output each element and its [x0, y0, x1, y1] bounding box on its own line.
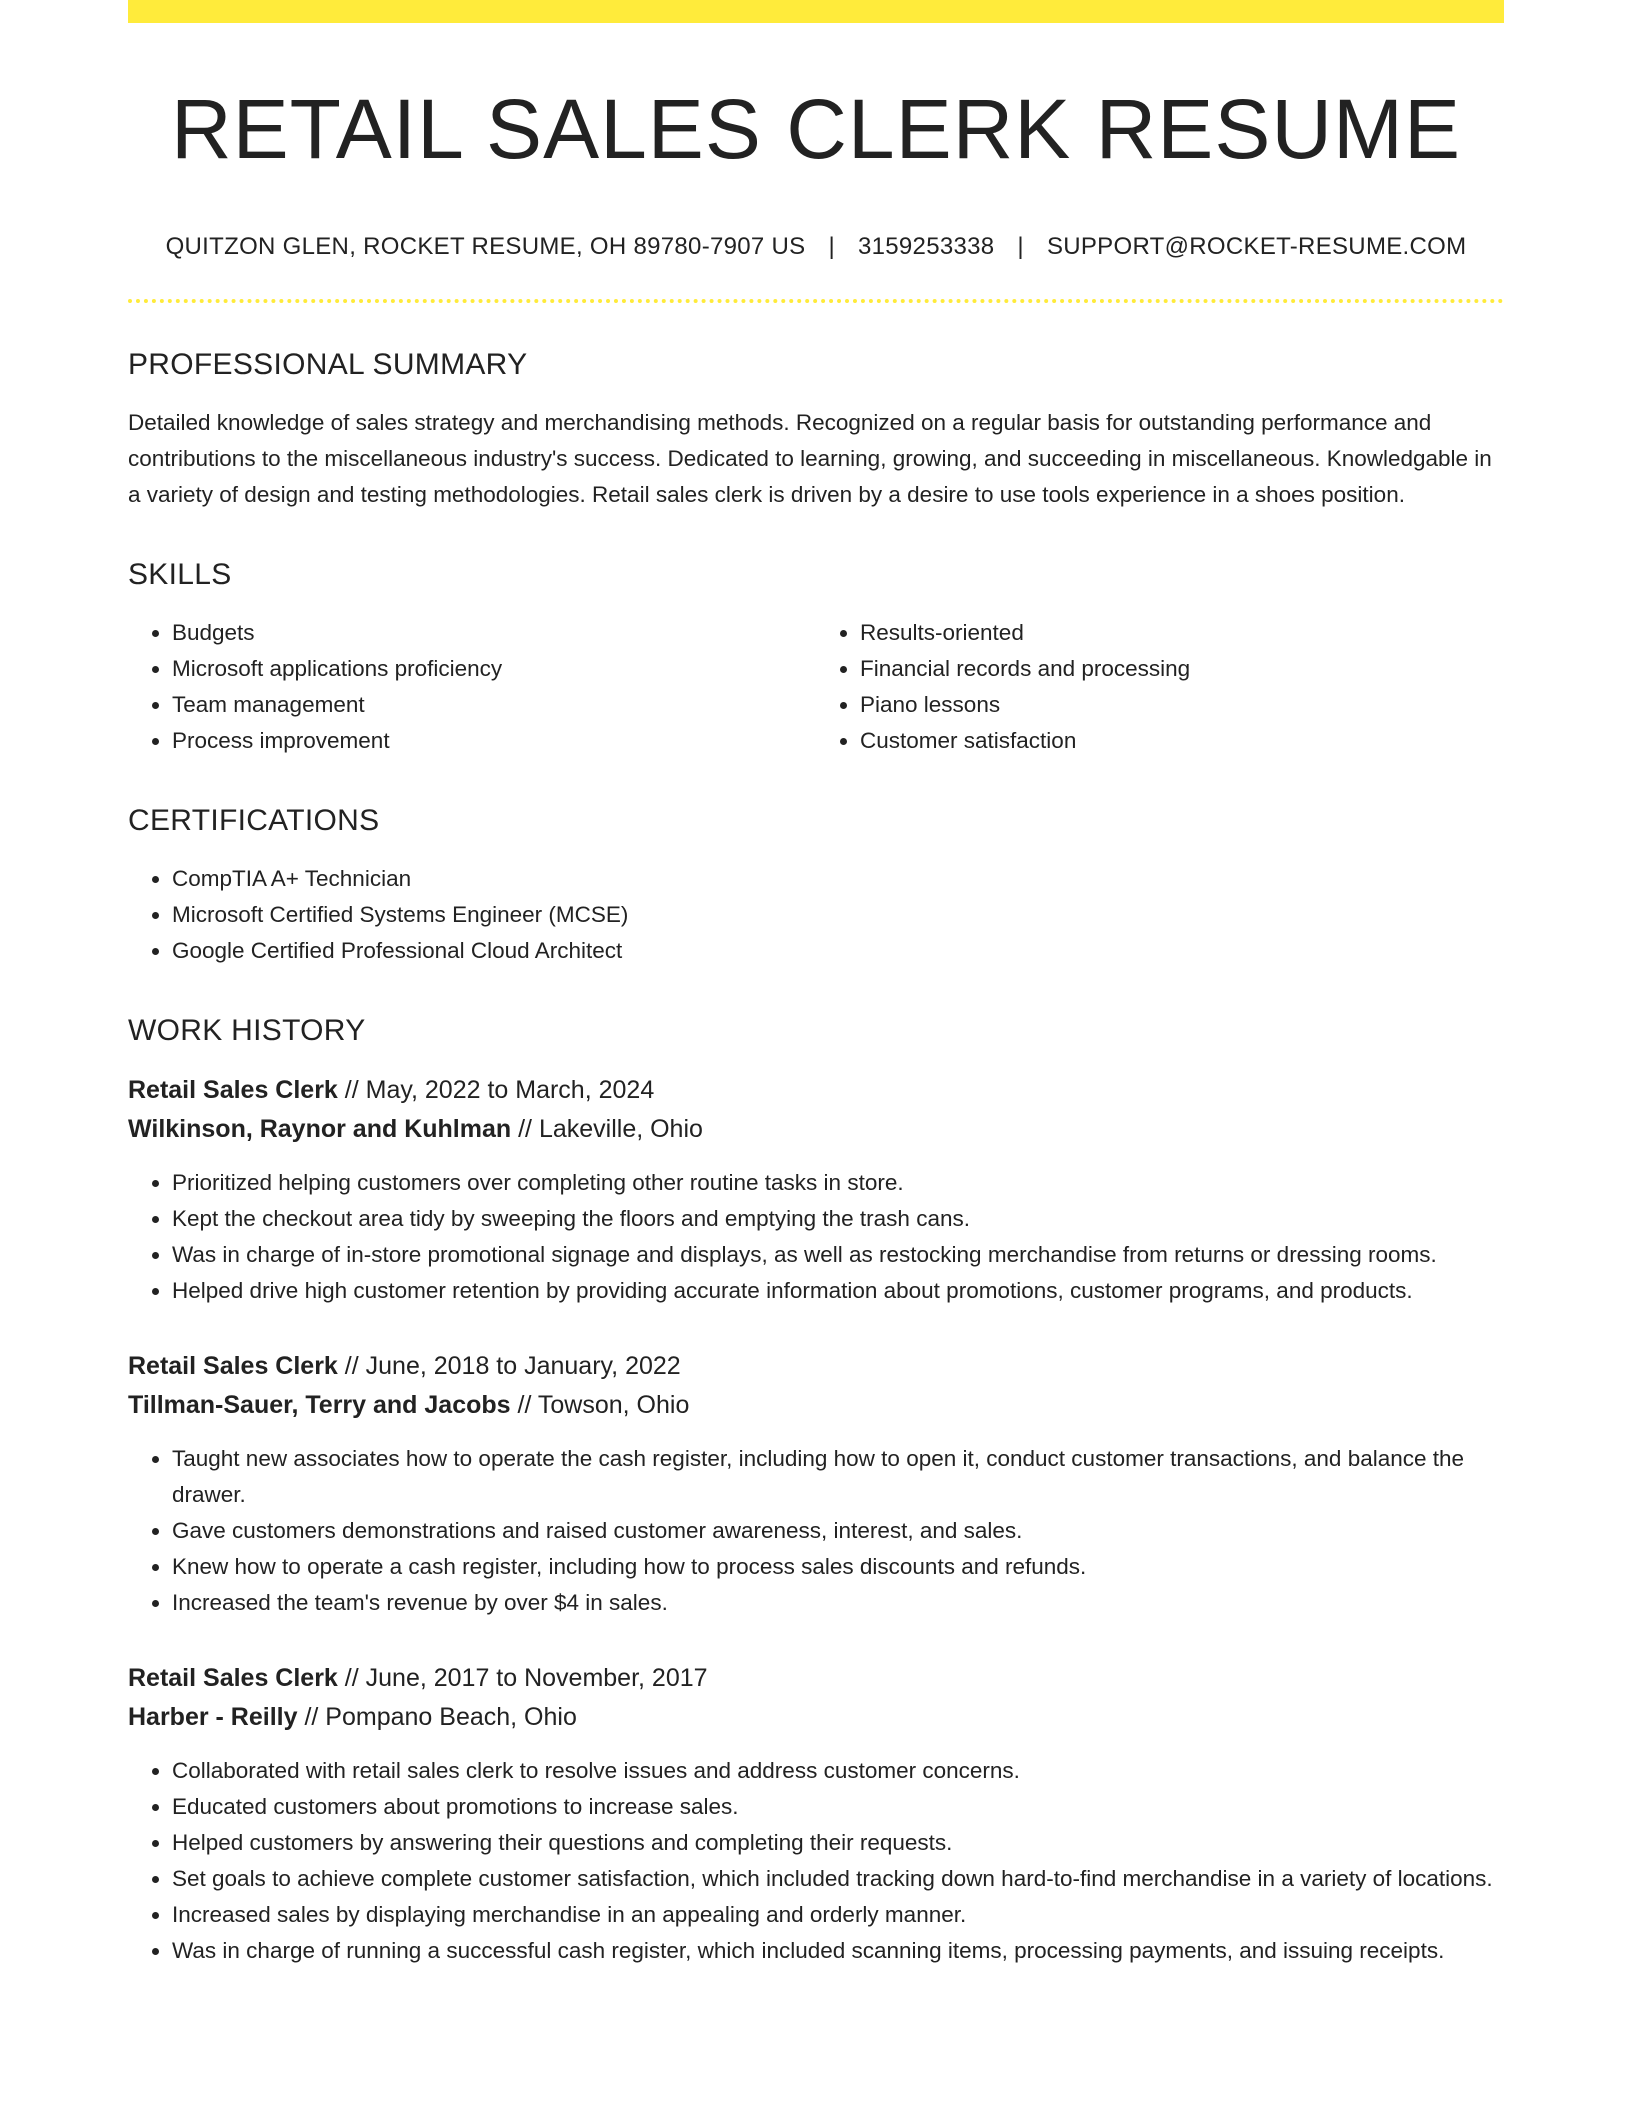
job-bullet: • Kept the checkout area tidy by sweeping the floors and emptying the trash cans.	[172, 1201, 1504, 1237]
job-bullet: • Increased the team's revenue by over $4 in sales.	[172, 1585, 1504, 1621]
job-company: Harber - Reilly	[128, 1703, 298, 1732]
job-location: // Pompano Beach, Ohio	[304, 1703, 577, 1732]
skills-columns	[128, 593, 1504, 759]
job-dates: // June, 2018 to January, 2022	[344, 1352, 681, 1381]
resume-title: RETAIL SALES CLERK RESUME	[170, 82, 1462, 176]
job-bullets	[128, 1441, 1504, 1621]
contact-separator: |	[1017, 233, 1024, 261]
contact-separator: |	[828, 233, 835, 261]
job-bullet: • Knew how to operate a cash register, including how to process sales discounts and refunds.	[172, 1549, 1504, 1585]
job-company-line	[128, 1110, 1504, 1149]
job-entry	[128, 1071, 1504, 1309]
skills-heading: SKILLS	[128, 558, 232, 592]
certification-item: • Google Certified Professional Cloud Architect	[172, 933, 1504, 969]
certifications-section	[128, 803, 1504, 969]
job-dates: // June, 2017 to November, 2017	[344, 1664, 708, 1693]
job-bullet: • Was in charge of running a successful cash register, which included scanning items, processing payments, and issuing receipts.	[172, 1933, 1504, 1969]
job-role: Retail Sales Clerk	[128, 1076, 338, 1105]
job-location: // Lakeville, Ohio	[518, 1115, 703, 1144]
job-company-line	[128, 1698, 1504, 1737]
job-bullet: • Collaborated with retail sales clerk to resolve issues and address customer concerns.	[172, 1753, 1504, 1789]
job-bullet: • Helped drive high customer retention by providing accurate information about promotions, customer programs, and products.	[172, 1273, 1504, 1309]
contact-address: QUITZON GLEN, ROCKET RESUME, OH 89780-7907 US	[165, 233, 806, 261]
job-bullet: • Prioritized helping customers over completing other routine tasks in store.	[172, 1165, 1504, 1201]
job-bullet: • Taught new associates how to operate the cash register, including how to open it, conduct customer transactions, and balance the drawer.	[172, 1441, 1504, 1513]
skill-item: • Microsoft applications proficiency	[172, 651, 816, 687]
job-company-line	[128, 1386, 1504, 1425]
job-bullets	[128, 1753, 1504, 1969]
certifications-heading: CERTIFICATIONS	[128, 804, 380, 838]
certification-item: • Microsoft Certified Systems Engineer (MCSE)	[172, 897, 1504, 933]
job-bullet: • Educated customers about promotions to increase sales.	[172, 1789, 1504, 1825]
certification-item: • CompTIA A+ Technician	[172, 861, 1504, 897]
job-company: Wilkinson, Raynor and Kuhlman	[128, 1115, 512, 1144]
resume-page	[128, 0, 1504, 1969]
summary-heading: PROFESSIONAL SUMMARY	[128, 348, 528, 382]
job-role: Retail Sales Clerk	[128, 1664, 338, 1693]
summary-text: Detailed knowledge of sales strategy and merchandising methods. Recognized on a regular basis for outstanding performance and contributions to the miscellaneous industry's success. Dedicated to learning, growing, and succeeding in miscellaneous. Knowledgable in a variety of design and testing methodologies. Retail sales clerk is driven by a desire to use tools experience in a shoes position.	[128, 410, 1492, 508]
skill-item: • Process improvement	[172, 723, 816, 759]
job-entry	[128, 1347, 1504, 1621]
work-history-section	[128, 1013, 1504, 1969]
certifications-list	[128, 861, 1504, 969]
job-entry	[128, 1659, 1504, 1969]
contact-phone: 3159253338	[857, 233, 995, 261]
job-title-line	[128, 1659, 1504, 1698]
contact-email: SUPPORT@ROCKET-RESUME.COM	[1046, 233, 1467, 261]
job-bullet: • Set goals to achieve complete customer satisfaction, which included tracking down hard-to-find merchandise in a variety of locations.	[172, 1861, 1504, 1897]
skill-item: • Results-oriented	[860, 615, 1504, 651]
job-title-line	[128, 1071, 1504, 1110]
job-role: Retail Sales Clerk	[128, 1352, 338, 1381]
skill-item: • Customer satisfaction	[860, 723, 1504, 759]
skill-item: • Budgets	[172, 615, 816, 651]
dotted-divider	[128, 299, 1504, 303]
job-title-line	[128, 1347, 1504, 1386]
skill-item: • Team management	[172, 687, 816, 723]
job-dates: // May, 2022 to March, 2024	[344, 1076, 655, 1105]
skill-item: • Financial records and processing	[860, 651, 1504, 687]
skills-section	[128, 557, 1504, 759]
job-bullets	[128, 1165, 1504, 1309]
job-company: Tillman-Sauer, Terry and Jacobs	[128, 1391, 511, 1420]
job-bullet: • Gave customers demonstrations and raised customer awareness, interest, and sales.	[172, 1513, 1504, 1549]
summary-section	[128, 347, 1504, 513]
skills-list-left	[128, 615, 816, 759]
job-bullet: • Helped customers by answering their questions and completing their requests.	[172, 1825, 1504, 1861]
job-location: // Towson, Ohio	[517, 1391, 690, 1420]
job-bullet: • Was in charge of in-store promotional signage and displays, as well as restocking merchandise from returns or dressing rooms.	[172, 1237, 1504, 1273]
accent-bar	[128, 0, 1504, 23]
skill-item: • Piano lessons	[860, 687, 1504, 723]
skills-list-right	[816, 615, 1504, 759]
contact-line	[128, 233, 1504, 261]
work-history-heading: WORK HISTORY	[128, 1014, 366, 1048]
job-bullet: • Increased sales by displaying merchandise in an appealing and orderly manner.	[172, 1897, 1504, 1933]
